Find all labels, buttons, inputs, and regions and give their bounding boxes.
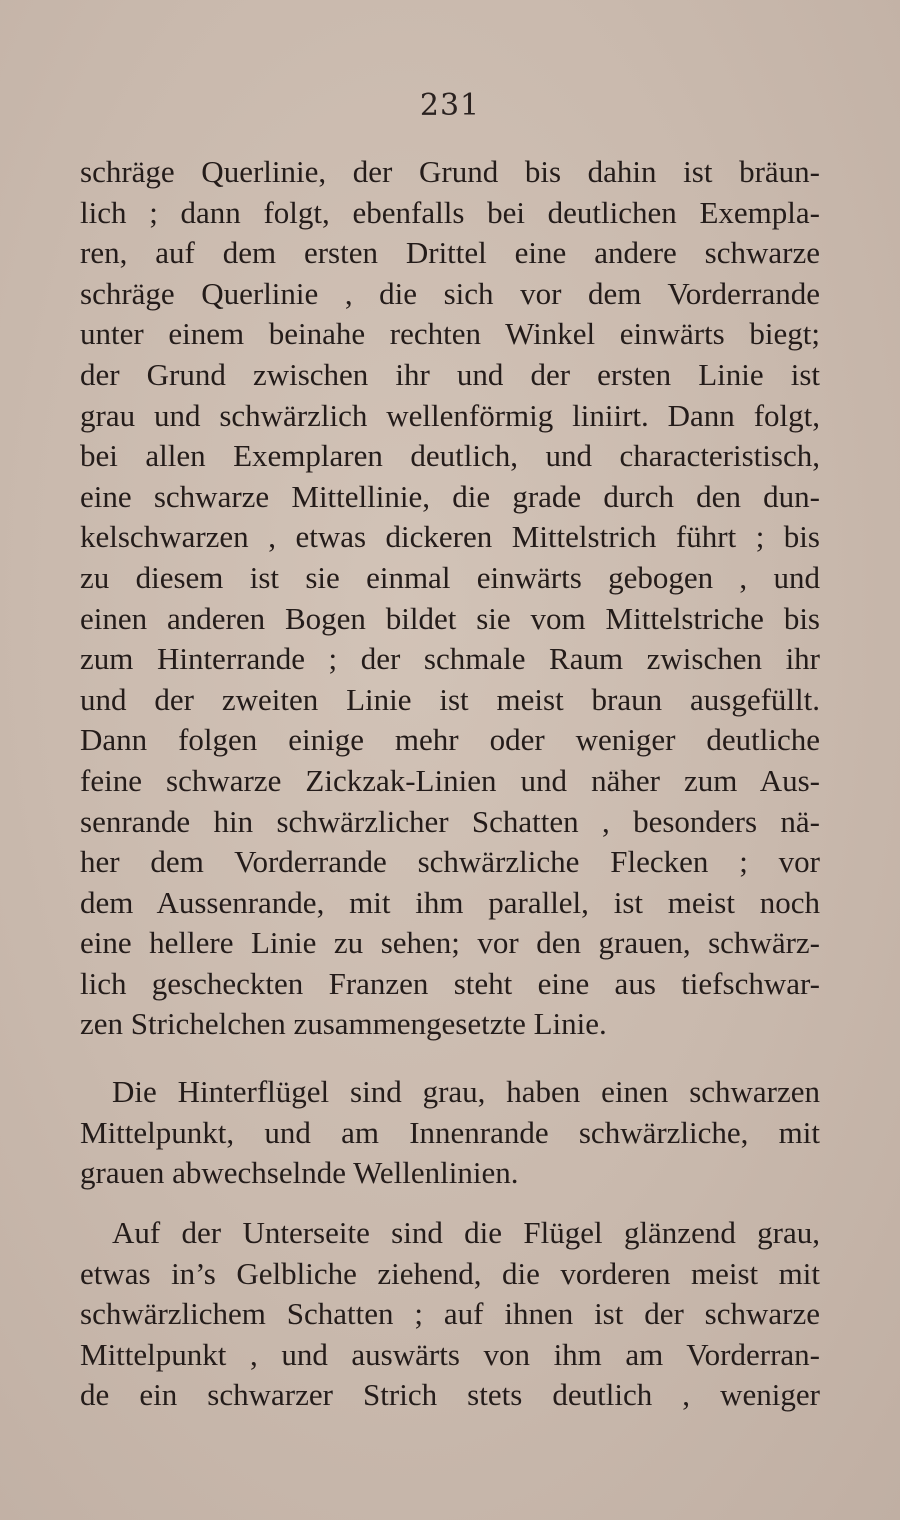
text-line: zu diesem ist sie einmal einwärts gebogen , und bbox=[80, 559, 820, 595]
text-line: kelschwarzen , etwas dickeren Mittelstrich führt ; bis bbox=[80, 519, 820, 555]
text-line: schräge Querlinie, der Grund bis dahin ist bräun- bbox=[80, 154, 820, 189]
text-line: eine hellere Linie zu sehen; vor den grauen, schwärz- bbox=[80, 925, 820, 961]
text-line: bei allen Exemplaren deutlich, und characteristisch, bbox=[80, 438, 820, 474]
text-line: einen anderen Bogen bildet sie vom Mittelstriche bis bbox=[80, 600, 820, 636]
text-line: Die Hinterflügel sind grau, haben einen schwarzen bbox=[112, 1074, 820, 1109]
text-line: unter einem beinahe rechten Winkel einwärts biegt; bbox=[80, 316, 820, 352]
text-line: lich gescheckten Franzen steht eine aus tiefschwar- bbox=[80, 965, 820, 1001]
text-line: feine schwarze Zickzak-Linien und näher zum Aus- bbox=[80, 762, 820, 798]
text-line: de ein schwarzer Strich stets deutlich , weniger bbox=[80, 1377, 820, 1413]
text-line: senrande hin schwärzlicher Schatten , besonders nä- bbox=[80, 803, 820, 839]
text-line: grauen abwechselnde Wellenlinien. bbox=[80, 1155, 519, 1191]
text-line: eine schwarze Mittellinie, die grade durch den dun- bbox=[80, 478, 820, 514]
text-line: lich ; dann folgt, ebenfalls bei deutlichen Exempla- bbox=[80, 194, 820, 230]
text-line: dem Aussenrande, mit ihm parallel, ist meist noch bbox=[80, 884, 820, 920]
text-line: Auf der Unterseite sind die Flügel glänzend grau, bbox=[112, 1215, 820, 1250]
text-line: schräge Querlinie , die sich vor dem Vorderrande bbox=[80, 275, 820, 311]
text-line: zum Hinterrande ; der schmale Raum zwischen ihr bbox=[80, 641, 820, 677]
text-line: der Grund zwischen ihr und der ersten Linie ist bbox=[80, 356, 820, 392]
text-line: Mittelpunkt , und auswärts von ihm am Vorderran- bbox=[80, 1336, 820, 1372]
page-number: 231 bbox=[419, 88, 481, 123]
paragraph-3 bbox=[80, 1213, 820, 1416]
text-line: zen Strichelchen zusammengesetzte Linie. bbox=[80, 1006, 607, 1042]
paragraph-2 bbox=[80, 1072, 820, 1194]
text-line: ren, auf dem ersten Drittel eine andere schwarze bbox=[80, 235, 820, 271]
text-line: Mittelpunkt, und am Innenrande schwärzliche, mit bbox=[80, 1114, 820, 1150]
text-line: schwärzlichem Schatten ; auf ihnen ist der schwarze bbox=[80, 1296, 820, 1332]
text-line: grau und schwärzlich wellenförmig liniirt. Dann folgt, bbox=[80, 397, 820, 433]
paragraph-1 bbox=[80, 152, 820, 1045]
text-line: her dem Vorderrande schwärzliche Flecken ; vor bbox=[80, 844, 820, 880]
text-line: Dann folgen einige mehr oder weniger deutliche bbox=[80, 722, 820, 758]
text-line: etwas in’s Gelbliche ziehend, die vorderen meist mit bbox=[80, 1255, 820, 1291]
text-line: und der zweiten Linie ist meist braun ausgefüllt. bbox=[80, 681, 820, 717]
